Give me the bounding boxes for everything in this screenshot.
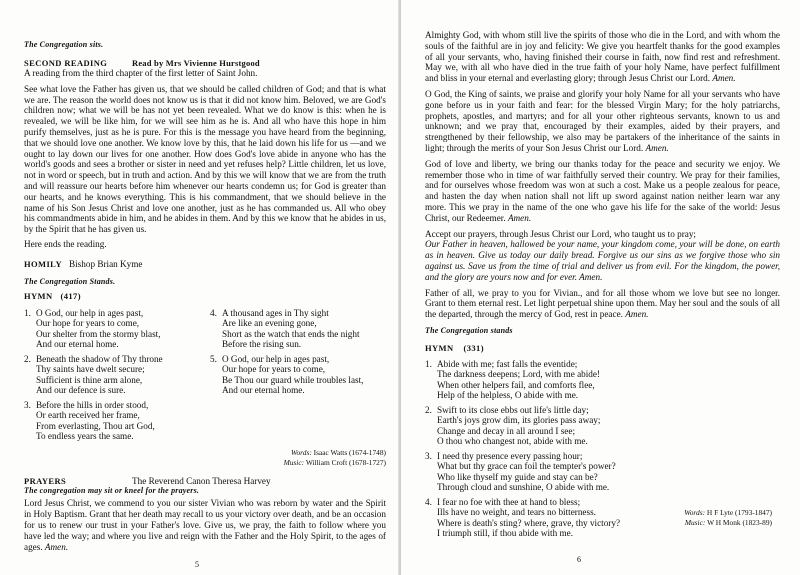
verse-line: O God, our help in ages past,	[36, 307, 144, 318]
verse-number: 1.	[24, 307, 31, 318]
verse-line: Beneath the shadow of Thy throne	[36, 353, 163, 364]
verse-line: Ills have no weight, and tears no bitterness.	[437, 507, 596, 518]
verse-number: 3.	[425, 450, 432, 461]
prayer-love-and-liberty: God of love and liberty, we bring our thanks today for the peace and security we enjoy. We remember those who in time of war faithfully served their country. We pray for their families, and for ourselves whose freedom was won at such a cost. Make us a people zealous for peace, and hasten the day when nation shall not lift up sword against nation neither learn war any more. This we pray in the name of the one who gave his life for the sake of the world: Jesus Christ, our Redeemer. Amen.	[425, 158, 780, 223]
verse-line: Before the rising sun.	[222, 339, 302, 350]
verse-text	[36, 354, 163, 396]
verse-line: And our eternal home.	[222, 385, 305, 396]
verse-line: To endless years the same.	[36, 431, 134, 442]
prayer-almighty-god: Almighty God, with whom still live the spirits of those who die in the Lord, and with whom the souls of the faithful are in joy and felicity: We give you heartfelt thanks for the good examples of all your servants, who, having finished their course in faith, now find rest and refreshment. May we, with all who have died in the true faith of your holy Name, have perfect fulfillment and bliss in your eternal and everlasting glory; through Jesus Christ our Lord. Amen.	[425, 30, 780, 84]
verse-line: Be Thou our guard while troubles last,	[222, 374, 364, 385]
rubric-congregation-stands-2: The Congregation stands	[425, 325, 513, 335]
verse-text	[222, 354, 363, 396]
verse-line: I need thy presence every passing hour;	[437, 450, 583, 461]
prayer-commendation: Lord Jesus Christ, we commend to you our sister Vivian who was reborn by water and the Spirit in Holy Baptism. Grant that her death may recall to us your victory over death, and be an occasion for us to renew our trust in your Father's love. Give us, we pray, the faith to follow where you have led the way; and where you live and reign with the Father and the Holy Spirit, to the ages of ages. Amen.	[24, 498, 386, 552]
rubric-congregation-stands: The Congregation Stands.	[24, 276, 116, 286]
words-credit: Words: Isaac Watts (1674-1748)	[290, 447, 386, 457]
verse-line: Short as the watch that ends the night	[222, 328, 360, 339]
verse-line: A thousand ages in Thy sight	[222, 307, 329, 318]
verse-line: Or earth received her frame,	[36, 410, 140, 421]
verse-number: 4.	[210, 307, 217, 318]
verse-number: 5.	[210, 353, 217, 364]
verse-text	[437, 451, 616, 493]
verse-number: 2.	[425, 404, 432, 415]
lords-prayer-intro: Accept our prayers, through Jesus Christ our Lord, who taught us to pray;	[425, 228, 696, 239]
hymn-verse	[425, 359, 780, 401]
verse-text	[36, 400, 155, 442]
verse-line: Abide with me; fast falls the eventide;	[437, 358, 578, 369]
rubric-kneel: The congregation may sit or kneel for the prayers.	[24, 486, 200, 496]
reading-intro: A reading from the third chapter of the first letter of Saint John.	[24, 68, 258, 78]
page-number-5: 5	[195, 560, 199, 569]
page-number-6: 6	[577, 555, 581, 564]
second-reading-header	[24, 58, 386, 68]
verse-text	[437, 405, 600, 447]
verse-line: Sufficient is thine arm alone,	[36, 374, 143, 385]
music-credit: Music: W H Monk (1823-89)	[684, 518, 772, 527]
amen: Amen.	[507, 212, 532, 223]
homily-label: HOMILY	[24, 258, 62, 269]
prayers-header	[24, 476, 386, 487]
hymn-verse	[24, 308, 200, 350]
hymn-verse	[425, 405, 780, 447]
verse-line: And our defence is sure.	[36, 385, 126, 396]
verse-number: 2.	[24, 353, 31, 364]
reading-end: Here ends the reading.	[24, 238, 107, 249]
verse-text	[36, 308, 161, 350]
hymn-column-2	[210, 308, 386, 446]
verse-line: Are like an evening gone,	[222, 318, 317, 329]
verse-line: Help of the helpless, O abide with me.	[437, 390, 579, 401]
amen: Amen.	[712, 73, 736, 84]
prayers-leader: The Reverend Canon Theresa Harvey	[132, 475, 271, 486]
amen: Amen.	[579, 271, 603, 282]
lords-prayer: Our Father in heaven, hallowed be your name, your kingdom come, your will be done, on earth as in heaven. Give us today our daily bread. Forgive us our sins as we forgive those who sin against us. Save us from the time of trial and deliver us from evil. For the kingdom, the power, and the glory are yours now and for ever. Amen.	[425, 239, 780, 282]
verse-line: When other helpers fail, and comforts flee,	[437, 379, 595, 390]
hymn-verse	[425, 451, 780, 493]
hymn-417-verses	[24, 308, 386, 446]
hymn-column-1	[24, 308, 200, 446]
verse-line: Thy saints have dwelt secure;	[36, 364, 145, 375]
verse-line: Where is death's sting? where, grave, thy victory?	[437, 517, 621, 528]
verse-line: I triumph still, if thou abide with me.	[437, 528, 574, 539]
verse-number: 1.	[425, 358, 432, 369]
hymn-417-credits	[24, 448, 386, 468]
hymn-number: (331)	[463, 342, 484, 353]
hymn-331-header	[425, 338, 780, 356]
verse-number: 4.	[425, 496, 432, 507]
verse-line: O God, our help in ages past,	[222, 353, 330, 364]
verse-line: From everlasting, Thou art God,	[36, 420, 155, 431]
verse-text	[437, 359, 600, 401]
reader-name: Read by Mrs Vivienne Hurstgood	[132, 58, 260, 68]
reading-text: See what love the Father has given us, that we should be called children of God; and that is what we are. The reason the world does not know us is that it did not know him. Beloved, we are God's children now; what we will be has not yet been revealed. What we do know is this: when he is revealed, we will be like him, for we will see him as he is. And all who have this hope in him purify themselves, just as he is pure. For this is the message you have heard from the beginning, that we should love one another. We know love by this, that he laid down his life for us —and we ought to lay down our lives for one another. How does God's love abide in anyone who has the world's goods and sees a brother or sister in need and yet refuses help? Little children, let us love, not in word or speech, but in truth and action. And by this we will know that we are from the truth and will reassure our hearts before him whenever our hearts condemn us; for God is greater than our hearts, and he knows everything. This is his commandment, that we should believe in the name of his Son Jesus Christ and love one another, just as he has commanded us. All who obey his commandments abide in him, and he abides in them. And by this we know that he abides in us, by the Spirit that he has given us.	[24, 83, 386, 235]
hymn-verse	[24, 400, 200, 442]
verse-line: Earth's joys grow dim, its glories pass away;	[437, 415, 601, 426]
page-right	[400, 0, 800, 575]
verse-line: Our hope for years to come,	[36, 318, 140, 329]
verse-text	[222, 308, 360, 350]
verse-line: The darkness deepens; Lord, with me abide!	[437, 369, 601, 380]
second-reading-label: SECOND READING	[24, 58, 108, 68]
verse-line: I fear no foe with thee at hand to bless;	[437, 496, 581, 507]
amen: Amen.	[44, 541, 69, 552]
rubric-congregation-sits: The Congregation sits.	[24, 40, 104, 49]
amen: Amen.	[625, 309, 649, 320]
verse-line: Through cloud and sunshine, O abide with me.	[437, 482, 610, 493]
prayer-for-vivian: Father of all, we pray to you for Vivian., and for all those whom we love but see no longer. Grant to them eternal rest. Let light perpetual shine upon them. May her soul and the souls of all the departed, through the mercy of God, rest in peace. Amen.	[425, 287, 780, 320]
verse-line: And our eternal home.	[36, 339, 119, 350]
hymn-verse	[210, 354, 386, 396]
hymn-verse	[210, 308, 386, 350]
hymn-417-header	[24, 286, 386, 304]
amen: Amen.	[645, 142, 669, 153]
homily-header	[24, 259, 386, 270]
verse-line: Our hope for years to come,	[222, 364, 326, 375]
verse-line: O thou who changest not, abide with me.	[437, 436, 588, 447]
words-credit: Words: H F Lyte (1793-1847)	[684, 508, 772, 517]
hymn-verse	[24, 354, 200, 396]
music-credit: Music: William Croft (1678-1727)	[283, 457, 386, 467]
hymn-label: HYMN	[24, 290, 53, 301]
hymn-331-credits	[684, 508, 772, 528]
prayer-king-of-saints: O God, the King of saints, we praise and glorify your holy Name for all your servants who have gone before us in your faith and fear: for the blessed Virgin Mary; for the holy patriarchs, prophets, apostles, and martyrs; and for all your other righteous servants, known to us and unknown; and we pray that, encouraged by their examples, aided by their prayers, and strengthened by their fellowship, we also may be partakers of the inheritance of the saints in light; through the merits of your Son Jesus Christ our Lord. Amen.	[425, 88, 780, 153]
hymn-number: (417)	[60, 290, 81, 301]
verse-line: Who like thyself my guide and stay can be?	[437, 471, 598, 482]
verse-line: Before the hills in order stood,	[36, 399, 149, 410]
verse-text	[437, 497, 620, 539]
verse-number: 3.	[24, 399, 31, 410]
homily-preacher: Bishop Brian Kyme	[69, 258, 143, 269]
verse-line: Our shelter from the stormy blast,	[36, 328, 161, 339]
verse-line: Change and decay in all around I see;	[437, 425, 576, 436]
verse-line: What but thy grace can foil the tempter's power?	[437, 461, 616, 472]
prayers-label: PRAYERS	[24, 475, 67, 486]
hymn-label: HYMN	[425, 342, 454, 353]
verse-line: Swift to its close ebbs out life's little day;	[437, 404, 589, 415]
